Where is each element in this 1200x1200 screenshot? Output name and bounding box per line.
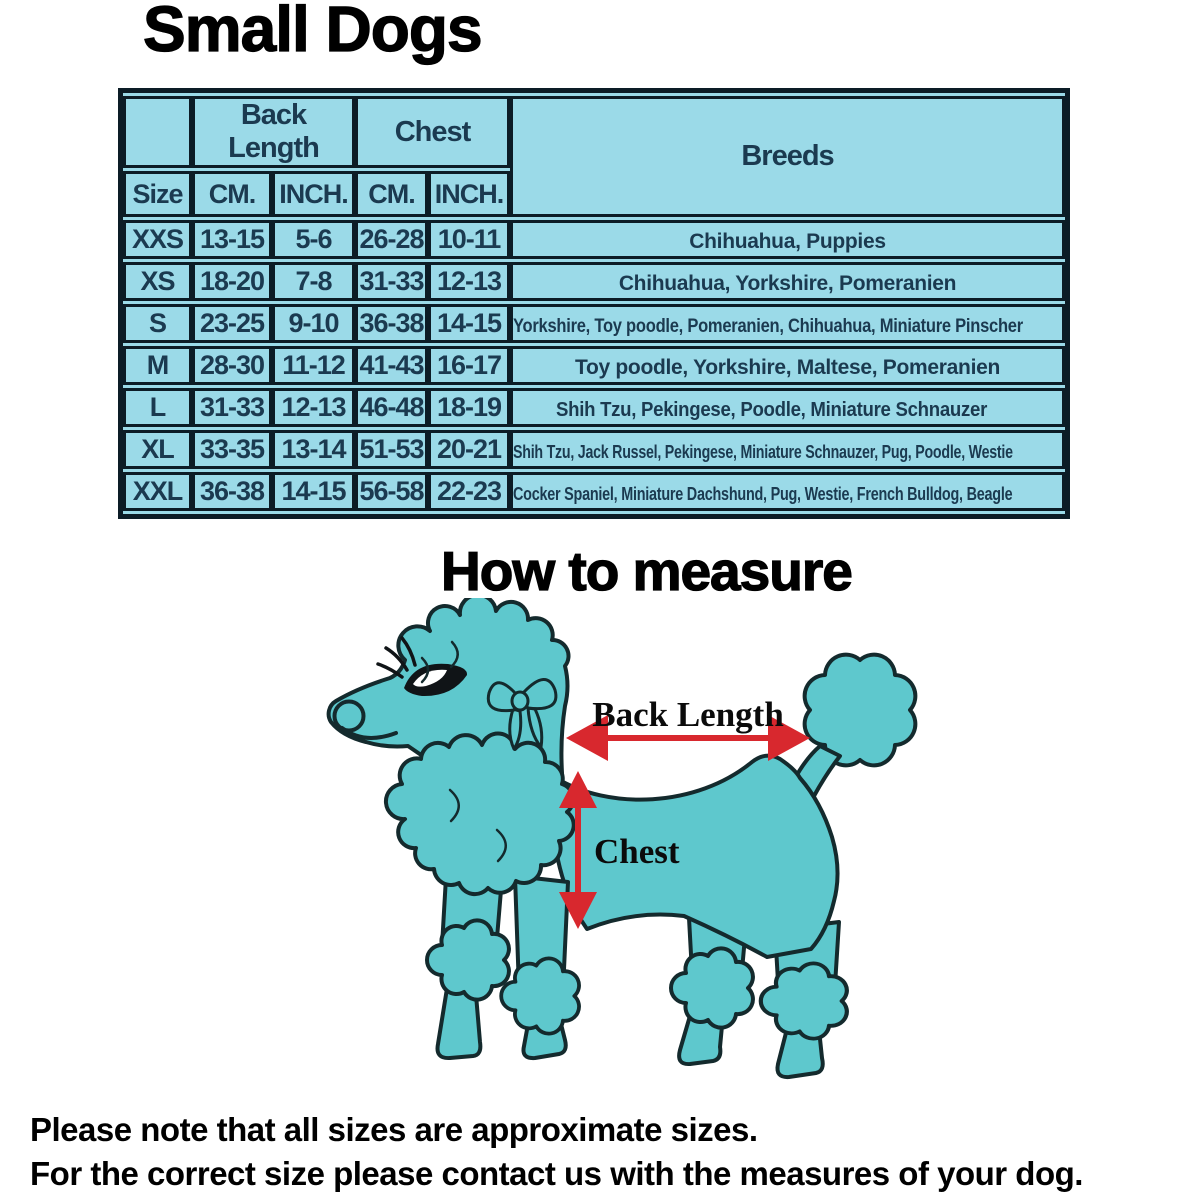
breeds-header: Breeds xyxy=(510,96,1065,217)
size-cell: L xyxy=(123,388,192,427)
chest-inch-cell: 10-11 xyxy=(428,220,510,259)
back-length-inch-cell: 7-8 xyxy=(272,262,355,301)
back-length-inch-cell: 11-12 xyxy=(272,346,355,385)
back-length-cm-header: CM. xyxy=(192,171,272,217)
page-title: Small Dogs xyxy=(143,0,482,65)
breeds-cell: Cocker Spaniel, Miniature Dachshund, Pug, Westie, French Bulldog, Beagle xyxy=(510,472,1065,511)
chest-inch-cell: 20-21 xyxy=(428,430,510,469)
chest-label: Chest xyxy=(594,832,680,871)
note-line-2: For the correct size please contact us with the measures of your dog. xyxy=(30,1154,1083,1192)
chest-cm-cell: 51-53 xyxy=(355,430,428,469)
chest-inch-cell: 12-13 xyxy=(428,262,510,301)
back-length-cm-cell: 13-15 xyxy=(192,220,272,259)
size-chart-table xyxy=(118,88,1070,519)
size-cell: XXS xyxy=(123,220,192,259)
chest-cm-cell: 36-38 xyxy=(355,304,428,343)
chest-cm-cell: 56-58 xyxy=(355,472,428,511)
back-length-inch-cell: 5-6 xyxy=(272,220,355,259)
table-row-s xyxy=(123,304,1065,343)
chest-cm-cell: 46-48 xyxy=(355,388,428,427)
size-cell: XXL xyxy=(123,472,192,511)
table-row-m xyxy=(123,346,1065,385)
back-length-cm-cell: 33-35 xyxy=(192,430,272,469)
chest-inch-cell: 22-23 xyxy=(428,472,510,511)
chest-cm-cell: 31-33 xyxy=(355,262,428,301)
breeds-cell: Yorkshire, Toy poodle, Pomeranien, Chihuahua, Miniature Pinscher xyxy=(510,304,1065,343)
dog-neck-ruff xyxy=(386,734,574,895)
back-length-cm-cell: 28-30 xyxy=(192,346,272,385)
size-header-spacer xyxy=(123,96,192,168)
chest-inch-cell: 14-15 xyxy=(428,304,510,343)
table-row-xl xyxy=(123,430,1065,469)
poodle-measure-illustration xyxy=(300,598,960,1110)
table-row-xs xyxy=(123,262,1065,301)
breeds-cell: Chihuahua, Yorkshire, Pomeranien xyxy=(510,262,1065,301)
chest-inch-header: INCH. xyxy=(428,171,510,217)
back-length-inch-header: INCH. xyxy=(272,171,355,217)
back-length-inch-cell: 13-14 xyxy=(272,430,355,469)
breeds-cell: Shih Tzu, Jack Russel, Pekingese, Miniature Schnauzer, Pug, Poodle, Westie xyxy=(510,430,1065,469)
back-length-inch-cell: 12-13 xyxy=(272,388,355,427)
back-length-inch-cell: 14-15 xyxy=(272,472,355,511)
dog-nose xyxy=(335,702,364,731)
back-length-cm-cell: 23-25 xyxy=(192,304,272,343)
chest-header: Chest xyxy=(355,96,510,168)
breeds-cell: Shih Tzu, Pekingese, Poodle, Miniature Schnauzer xyxy=(510,388,1065,427)
table-row-l xyxy=(123,388,1065,427)
breeds-cell: Toy poodle, Yorkshire, Maltese, Pomeranien xyxy=(510,346,1065,385)
breeds-cell: Chihuahua, Puppies xyxy=(510,220,1065,259)
table-header-row-groups xyxy=(123,96,1065,168)
table-row-xxl xyxy=(123,472,1065,511)
chest-cm-header: CM. xyxy=(355,171,428,217)
back-length-cm-cell: 36-38 xyxy=(192,472,272,511)
back-length-header: Back Length xyxy=(192,96,355,168)
chest-cm-cell: 41-43 xyxy=(355,346,428,385)
back-length-cm-cell: 31-33 xyxy=(192,388,272,427)
chest-inch-cell: 16-17 xyxy=(428,346,510,385)
how-to-measure-heading: How to measure xyxy=(441,540,852,602)
back-length-inch-cell: 9-10 xyxy=(272,304,355,343)
chest-inch-cell: 18-19 xyxy=(428,388,510,427)
note-line-1: Please note that all sizes are approximate sizes. xyxy=(30,1111,758,1148)
size-header: Size xyxy=(123,171,192,217)
size-cell: M xyxy=(123,346,192,385)
size-disclaimer xyxy=(30,1108,1083,1195)
back-length-cm-cell: 18-20 xyxy=(192,262,272,301)
size-cell: XS xyxy=(123,262,192,301)
table-row-xxs xyxy=(123,220,1065,259)
back-length-label: Back Length xyxy=(592,695,784,734)
chest-cm-cell: 26-28 xyxy=(355,220,428,259)
size-cell: S xyxy=(123,304,192,343)
size-cell: XL xyxy=(123,430,192,469)
